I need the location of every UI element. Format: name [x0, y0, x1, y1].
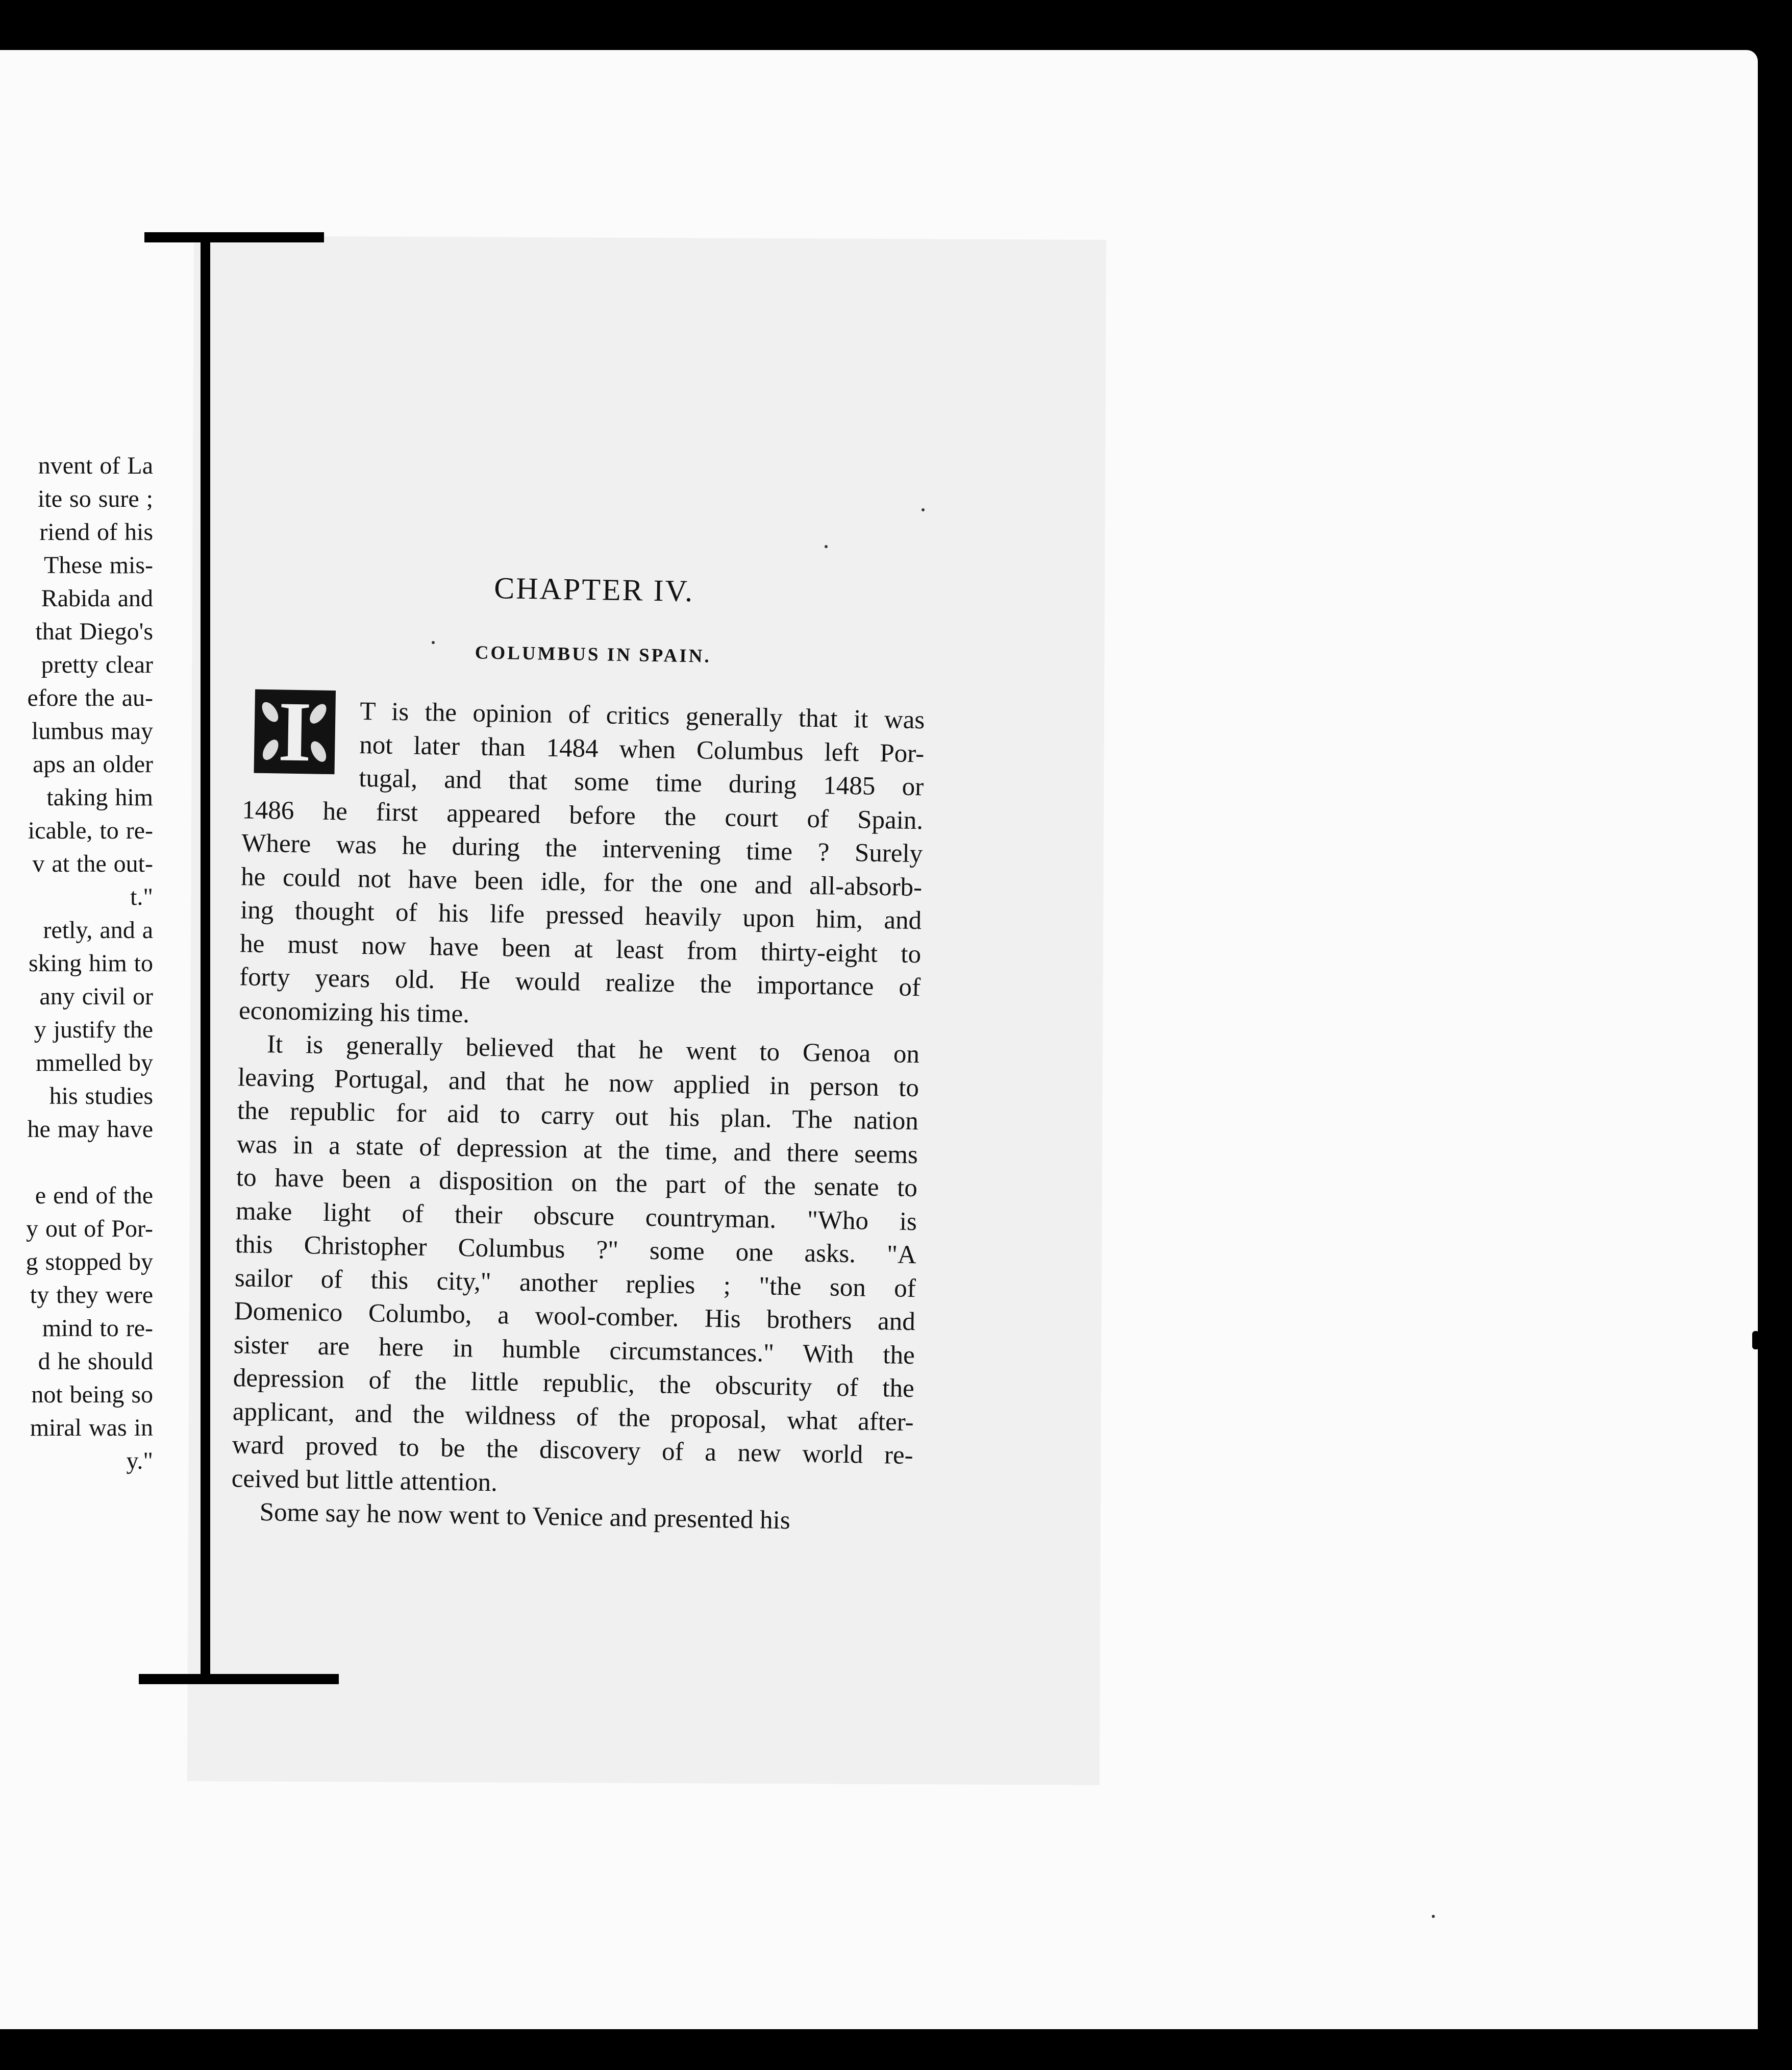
chapter-body-line: this Christopher Columbus ?" some one asks. "A [235, 1230, 917, 1270]
left-page-line: ite so sure ; [38, 485, 153, 512]
chapter-body-line: sailor of this city," another replies ; "the son of [234, 1263, 916, 1303]
left-page-line: mmelled by [36, 1049, 153, 1076]
chapter-body-line: to have been a disposition on the part of the senate to [236, 1163, 918, 1203]
left-page-line: y." [126, 1447, 153, 1474]
scan-frame-top [0, 0, 1792, 50]
left-page-line: d he should [38, 1348, 153, 1375]
left-page-line: miral was in [30, 1414, 153, 1441]
chapter-body-line: leaving Portugal, and that he now applied in person to [237, 1063, 919, 1102]
chapter-body-line: ing thought of his life pressed heavily upon him, and [240, 896, 922, 935]
divider-top-cap [144, 232, 324, 242]
left-page-line: ty they were [30, 1282, 153, 1309]
edge-mark [1752, 1331, 1759, 1349]
left-page-line: riend of his [39, 519, 153, 546]
chapter-subtitle: COLUMBUS IN SPAIN. [475, 642, 711, 667]
left-page-line: not being so [31, 1381, 153, 1408]
left-page-line: g stopped by [26, 1248, 153, 1275]
chapter-body-line: depression of the little republic, the obscurity of the [233, 1364, 915, 1403]
chapter-body-line: sister are here in humble circumstances." With the [233, 1330, 915, 1370]
chapter-body-line: applicant, and the wildness of the proposal, what after- [232, 1397, 914, 1437]
chapter-body-line: It is generally believed that he went to Genoa on [266, 1030, 920, 1069]
chapter-body-line: economizing his time. [238, 996, 470, 1028]
chapter-body-line: forty years old. He would realize the importance of [239, 963, 921, 1002]
chapter-body-line: ceived but little attention. [231, 1464, 498, 1497]
dust-speck [432, 641, 435, 644]
left-page-line: t." [130, 883, 153, 910]
left-page-line: These mis- [44, 552, 153, 579]
chapter-body-line: the republic for aid to carry out his plan. The nation [237, 1096, 919, 1136]
drop-cap-ornament [254, 684, 336, 780]
dust-speck [922, 508, 925, 511]
left-page-line: v at the out- [32, 850, 153, 877]
left-page-line: taking him [46, 784, 153, 811]
left-page-line: lumbus may [32, 718, 153, 745]
chapter-body-line: ward proved to be the discovery of a new world re- [232, 1431, 914, 1470]
chapter-body-line: T is the opinion of critics generally that it was [359, 697, 925, 735]
chapter-body-line: tugal, and that some time during 1485 or [358, 763, 924, 802]
left-page-line: efore the au- [27, 684, 153, 711]
left-page-line: that Diego's [35, 618, 153, 645]
left-page-line: Rabida and [41, 585, 153, 612]
left-page-line: mind to re- [42, 1315, 153, 1342]
chapter-title: CHAPTER IV. [493, 571, 694, 608]
page-divider-bar [201, 236, 210, 1679]
left-page-line: his studies [49, 1082, 153, 1110]
left-page-column [0, 449, 153, 1477]
left-page-line: any civil or [39, 983, 153, 1010]
left-page-line: icable, to re- [28, 817, 153, 844]
left-page-line: y out of Por- [26, 1215, 153, 1242]
left-page-line: nvent of La [38, 452, 153, 479]
chapter-body-line: Domenico Columbo, a wool-comber. His brothers and [234, 1297, 916, 1337]
chapter-body-line: make light of their obscure countryman. "Who is [235, 1196, 917, 1236]
chapter-body-line: Where was he during the intervening time ? Surely [241, 829, 923, 869]
chapter-body-line: was in a state of depression at the time, and there seems [236, 1129, 918, 1169]
left-page-line: he may have [27, 1116, 153, 1143]
dust-speck [1432, 1915, 1435, 1918]
left-page-line: sking him to [28, 950, 153, 977]
chapter-body-line: he could not have been idle, for the one and all-absorb- [240, 862, 923, 902]
drop-cap-letter: I [277, 684, 312, 780]
divider-bottom-cap [139, 1674, 339, 1684]
left-page-line: aps an older [33, 751, 153, 778]
chapter-body-line: not later than 1484 when Columbus left Por- [359, 730, 925, 768]
chapter-body-line: he must now have been at least from thirty-eight to [239, 929, 922, 969]
left-page-line: y justify the [34, 1016, 153, 1043]
left-page-line: retly, and a [43, 917, 153, 944]
dust-speck [825, 545, 828, 548]
left-page-line: pretty clear [41, 651, 153, 678]
left-page-line [0, 1146, 153, 1179]
chapter-body-line: 1486 he first appeared before the court of Spain. [241, 795, 924, 835]
left-page-line: e end of the [35, 1182, 153, 1209]
chapter-body-line: Some say he now went to Venice and presented his [259, 1497, 791, 1535]
